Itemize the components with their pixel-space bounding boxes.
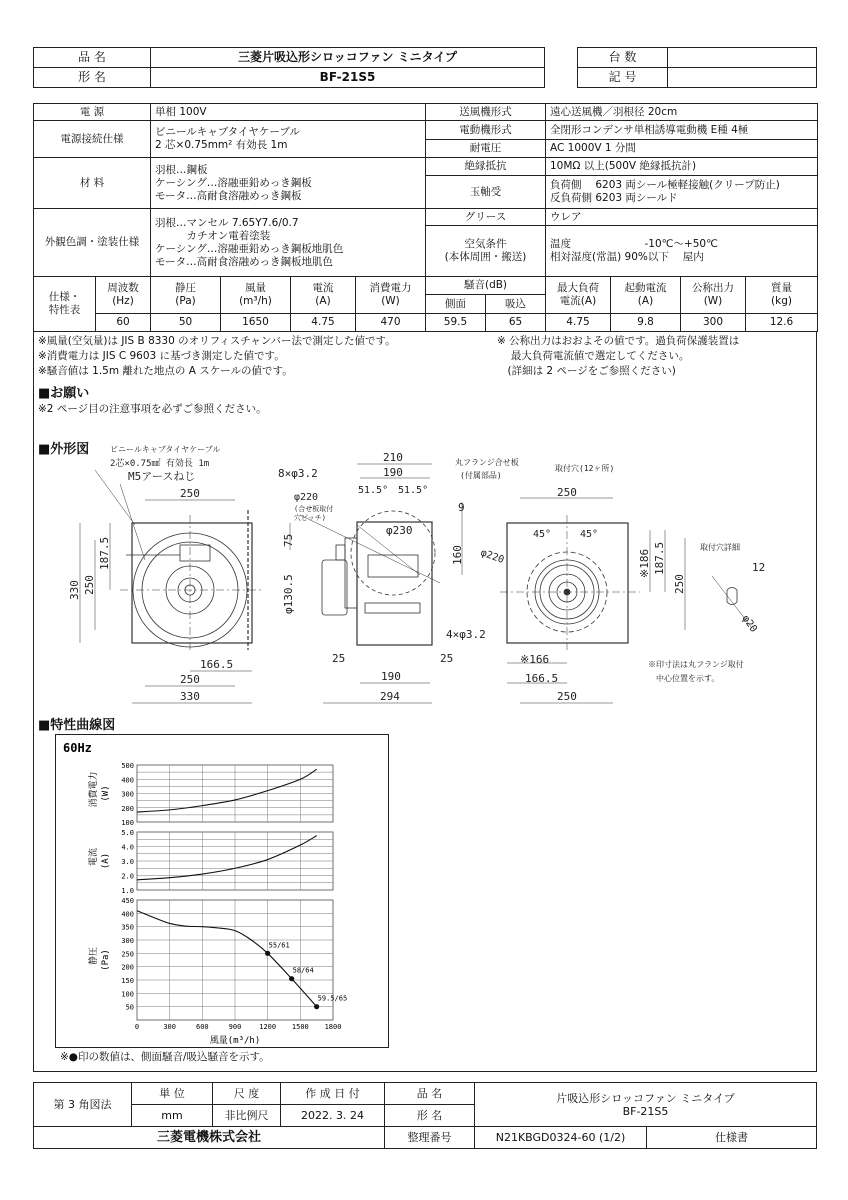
x-axis-label: 風量(m³/h) — [209, 1036, 261, 1046]
col-current: 電流 (A) — [291, 277, 356, 314]
title-block — [33, 1082, 817, 1149]
drawing-label: 9 — [458, 501, 465, 514]
unit: mm — [132, 1105, 213, 1127]
drawing-label: φ20 — [739, 613, 759, 635]
drawing-label: 187.5 — [98, 536, 111, 570]
y-tick-label: 100 — [121, 990, 134, 999]
drawing-label: 25 — [440, 652, 454, 665]
series-line — [137, 769, 317, 812]
cell: 4.75 — [546, 314, 611, 332]
data-label: 59.5/65 — [317, 994, 348, 1003]
col-rated-output: 公称出力 (W) — [681, 277, 746, 314]
ref: N21KBGD0324-60 (1/2) — [475, 1127, 647, 1149]
model-label: 形 名 — [34, 68, 151, 88]
drawing-label: ※印寸法は丸フランジ取付 — [648, 660, 744, 669]
drawing-label: 穴ピッチ) — [294, 514, 326, 522]
drawing-label: 330 — [68, 580, 81, 600]
drawing-label: 25 — [332, 652, 346, 665]
grease-value: ウレア — [546, 209, 818, 226]
x-tick-label: 900 — [228, 1023, 242, 1031]
y-tick-label: 2.0 — [121, 872, 134, 881]
drawing-label: 250 — [673, 574, 686, 594]
tb-product — [475, 1083, 817, 1127]
grease-label: グリース — [426, 209, 546, 226]
note-line: ※ 公称出力はおおよその値です。過負荷保護装置は — [497, 335, 740, 347]
cell: 9.8 — [611, 314, 681, 332]
color-label: 外観色調・塗装仕様 — [34, 209, 151, 277]
y-tick-label: 300 — [121, 937, 134, 945]
drawing-label: M5アースねじ — [128, 470, 196, 483]
y-tick-label: 200 — [121, 963, 134, 972]
x-tick-label: 1200 — [259, 1023, 277, 1031]
color-line: カチオン電着塗装 — [155, 229, 271, 242]
drawing-label: 75 — [282, 533, 295, 547]
drawing-label: ※186 — [638, 548, 651, 578]
x-tick-label: 600 — [196, 1023, 209, 1031]
drawing-label: φ220 — [294, 492, 319, 503]
power-label: 電 源 — [34, 104, 151, 121]
y-tick-label: 400 — [121, 910, 134, 919]
data-point — [265, 951, 270, 956]
bearing-line: 反負荷側 6203 両シールド — [550, 192, 678, 204]
drawing-label: 丸フランジ合せ板 — [455, 458, 519, 467]
note-line: ※消費電力は JIS C 9603 に基づき測定した値です。 — [38, 350, 285, 362]
data-point — [289, 976, 294, 981]
drawing-label: 45° — [533, 529, 552, 540]
drawing-label: (合せ板取付 — [294, 505, 334, 513]
chart-heading: ■特性曲線図 — [38, 718, 116, 733]
drawing-label: 取付穴(12ヶ所) — [555, 464, 615, 473]
col-power: 消費電力 (W) — [356, 277, 426, 314]
bearing-line: 負荷側 6203 両シール極軽接触(クリープ防止) — [550, 179, 780, 191]
table-label-line: 仕様・ — [48, 291, 81, 303]
color-line: 羽根…マンセル 7.65Y7.6/0.7 — [155, 216, 299, 229]
connection-line: 2 芯×0.75mm² 有効長 1m — [155, 139, 288, 151]
x-tick-label: 1800 — [324, 1023, 342, 1031]
material-line: モータ…高耐食溶融めっき鋼板 — [155, 189, 302, 202]
data-label: 55/61 — [268, 941, 290, 950]
y-axis-label: 消費電力 — [89, 771, 99, 808]
y-tick-label: 1.0 — [121, 887, 134, 895]
drawing-label: 51.5° — [398, 485, 429, 496]
col-noise-intake: 吸込 — [486, 295, 546, 314]
x-tick-label: 300 — [163, 1023, 176, 1031]
scale-label: 尺 度 — [213, 1083, 281, 1105]
drawing-label: 取付穴詳細 — [700, 543, 740, 552]
col-frequency: 周波数 (Hz) — [96, 277, 151, 314]
note-line: ※風量(空気量)は JIS B 8330 のオリフィスチャンバー法で測定した値です。 — [38, 335, 396, 347]
cell: 300 — [681, 314, 746, 332]
drawing-label: 2芯×0.75㎟ 有効長 1m — [110, 459, 210, 469]
drawing-label: 45° — [580, 529, 599, 540]
drawing-label: ビニールキャブタイヤケーブル — [110, 445, 221, 454]
symbol-label: 記 号 — [578, 68, 668, 88]
drawing-label: 160 — [451, 545, 464, 565]
y-tick-label: 4.0 — [121, 843, 134, 852]
y-axis-unit: (Pa) — [101, 949, 111, 971]
y-axis-unit: (W) — [101, 785, 111, 802]
note-line: ※騒音値は 1.5m 離れた地点の A スケールの値です。 — [38, 365, 293, 377]
model: BF-21S5 — [151, 68, 545, 88]
drawing-label: 250 — [83, 575, 96, 595]
y-axis-unit: (A) — [101, 852, 111, 870]
insulation-label: 絶縁抵抗 — [426, 158, 546, 176]
drawing-label: 中心位置を示す。 — [656, 674, 720, 683]
drawing-label: 190 — [383, 466, 403, 479]
y-tick-label: 250 — [121, 950, 134, 959]
y-tick-label: 400 — [121, 776, 134, 785]
material-line: 羽根…鋼板 — [155, 163, 208, 176]
date-label: 作 成 日 付 — [281, 1083, 385, 1105]
drawing-label: 12 — [752, 561, 766, 574]
company: 三菱電機株式会社 — [34, 1127, 385, 1149]
drawing-label: 250 — [180, 487, 200, 500]
motor-type-label: 電動機形式 — [426, 121, 546, 140]
connection-line: ビニールキャブタイヤケーブル — [155, 126, 300, 138]
projection: 第 3 角図法 — [34, 1083, 132, 1127]
table-label-line: 特性表 — [48, 304, 81, 316]
y-tick-label: 50 — [125, 1003, 134, 1012]
drawing-heading: ■外形図 — [38, 442, 90, 457]
request-text: ※2 ページ目の注意事項を必ずご参照ください。 — [38, 403, 267, 415]
series-line — [137, 911, 317, 1007]
x-tick-label: 1500 — [291, 1023, 309, 1031]
product-name: 三菱片吸込形シロッコファン ミニタイプ — [151, 48, 545, 68]
color-line: モータ…高耐食溶融めっき鋼板地肌色 — [155, 255, 333, 268]
drawing-label: ※166 — [520, 653, 550, 666]
request-heading: ■お願い — [38, 386, 90, 401]
insulation-value: 10MΩ 以上(500V 絶縁抵抗計) — [546, 158, 818, 176]
bearing-label: 玉軸受 — [426, 176, 546, 209]
y-tick-label: 350 — [121, 923, 134, 932]
series-line — [137, 836, 317, 880]
drawing-label: 190 — [381, 670, 401, 683]
note-line: 最大負荷電流値で選定してください。 — [497, 350, 690, 362]
note-line: (詳細は 2 ページをご参照ください) — [497, 365, 676, 377]
cell: 60 — [96, 314, 151, 332]
drawing-label: φ220 — [478, 547, 506, 567]
cell: 12.6 — [746, 314, 818, 332]
y-tick-label: 3.0 — [121, 858, 134, 866]
unit-label: 単 位 — [132, 1083, 213, 1105]
drawing-label: 210 — [383, 451, 403, 464]
air-line: 温度 -10℃～+50℃ — [550, 238, 718, 250]
ref-label: 整理番号 — [385, 1127, 475, 1149]
cell: 470 — [356, 314, 426, 332]
cell: 59.5 — [426, 314, 486, 332]
col-noise-side: 側面 — [426, 295, 486, 314]
y-tick-label: 100 — [121, 819, 134, 827]
cell: 1650 — [221, 314, 291, 332]
motor-type-value: 全閉形コンデンサ単相誘導電動機 E種 4極 — [546, 121, 818, 140]
power-value: 単相 100V — [151, 104, 426, 121]
doc-type: 仕様書 — [647, 1127, 817, 1149]
chart-note: ※●印の数値は、側面騒音/吸込騒音を示す。 — [60, 1051, 270, 1063]
cell: 50 — [151, 314, 221, 332]
date: 2022. 3. 24 — [281, 1105, 385, 1127]
cell: 4.75 — [291, 314, 356, 332]
y-tick-label: 150 — [121, 977, 134, 985]
y-tick-label: 500 — [121, 762, 134, 770]
fan-type-label: 送風機形式 — [426, 104, 546, 121]
drawing-label: 8×φ3.2 — [278, 467, 318, 480]
col-mass: 質量 (kg) — [746, 277, 818, 314]
air-label-line: 空気条件 — [464, 238, 507, 250]
drawing-label: 250 — [180, 673, 200, 686]
y-tick-label: 450 — [121, 897, 134, 905]
y-tick-label: 300 — [121, 790, 134, 799]
tb-model: BF-21S5 — [622, 1104, 669, 1118]
col-airflow: 風量 (m³/h) — [221, 277, 291, 314]
product-name-label: 品 名 — [34, 48, 151, 68]
withstand-value: AC 1000V 1 分間 — [546, 140, 818, 158]
data-point — [314, 1004, 319, 1009]
color-line: ケーシング…溶融亜鉛めっき鋼板地肌色 — [155, 242, 344, 255]
drawing-label: 250 — [557, 690, 577, 703]
tb-product-name: 片吸込形シロッコファン ミニタイプ — [556, 1091, 735, 1105]
drawing-label: 187.5 — [653, 541, 666, 575]
air-line: 相対湿度(常温) 90%以下 屋内 — [550, 251, 704, 263]
scale: 非比例尺 — [213, 1105, 281, 1127]
connection-label: 電源接続仕様 — [34, 121, 151, 158]
col-noise: 騒音(dB) — [426, 277, 546, 295]
col-static-pressure: 静圧 (Pa) — [151, 277, 221, 314]
drawing-label: 51.5° — [358, 485, 389, 496]
y-axis-label: 静圧 — [89, 946, 99, 966]
material-line: ケーシング…溶融亜鉛めっき鋼板 — [155, 176, 312, 189]
chart-title: 60Hz — [63, 741, 92, 755]
drawing-label: 250 — [557, 486, 577, 499]
y-tick-label: 200 — [121, 804, 134, 813]
cell: 65 — [486, 314, 546, 332]
drawing-label: 166.5 — [525, 672, 559, 685]
drawing-label: 4×φ3.2 — [446, 628, 486, 641]
col-max-current: 最大負荷 電流(A) — [546, 277, 611, 314]
x-tick-label: 0 — [134, 1023, 140, 1031]
material-label: 材 料 — [34, 158, 151, 209]
drawing-label: φ130.5 — [282, 574, 295, 614]
drawing-label: φ230 — [386, 524, 413, 537]
col-start-current: 起動電流 (A) — [611, 277, 681, 314]
y-axis-label: 電流 — [89, 847, 99, 867]
drawing-label: (付属部品) — [460, 471, 502, 480]
quantity-label: 台 数 — [578, 48, 668, 68]
withstand-label: 耐電圧 — [426, 140, 546, 158]
air-label-line: (本体周囲・搬送) — [444, 251, 527, 263]
y-tick-label: 5.0 — [121, 829, 134, 837]
tb-model-label: 形 名 — [385, 1105, 475, 1127]
drawing-label: 294 — [380, 690, 400, 703]
drawing-label: 166.5 — [200, 658, 234, 671]
data-label: 58/64 — [292, 966, 314, 975]
drawing-label: 330 — [180, 690, 200, 703]
fan-type-value: 遠心送風機／羽根径 20cm — [546, 104, 818, 121]
tb-product-name-label: 品 名 — [385, 1083, 475, 1105]
